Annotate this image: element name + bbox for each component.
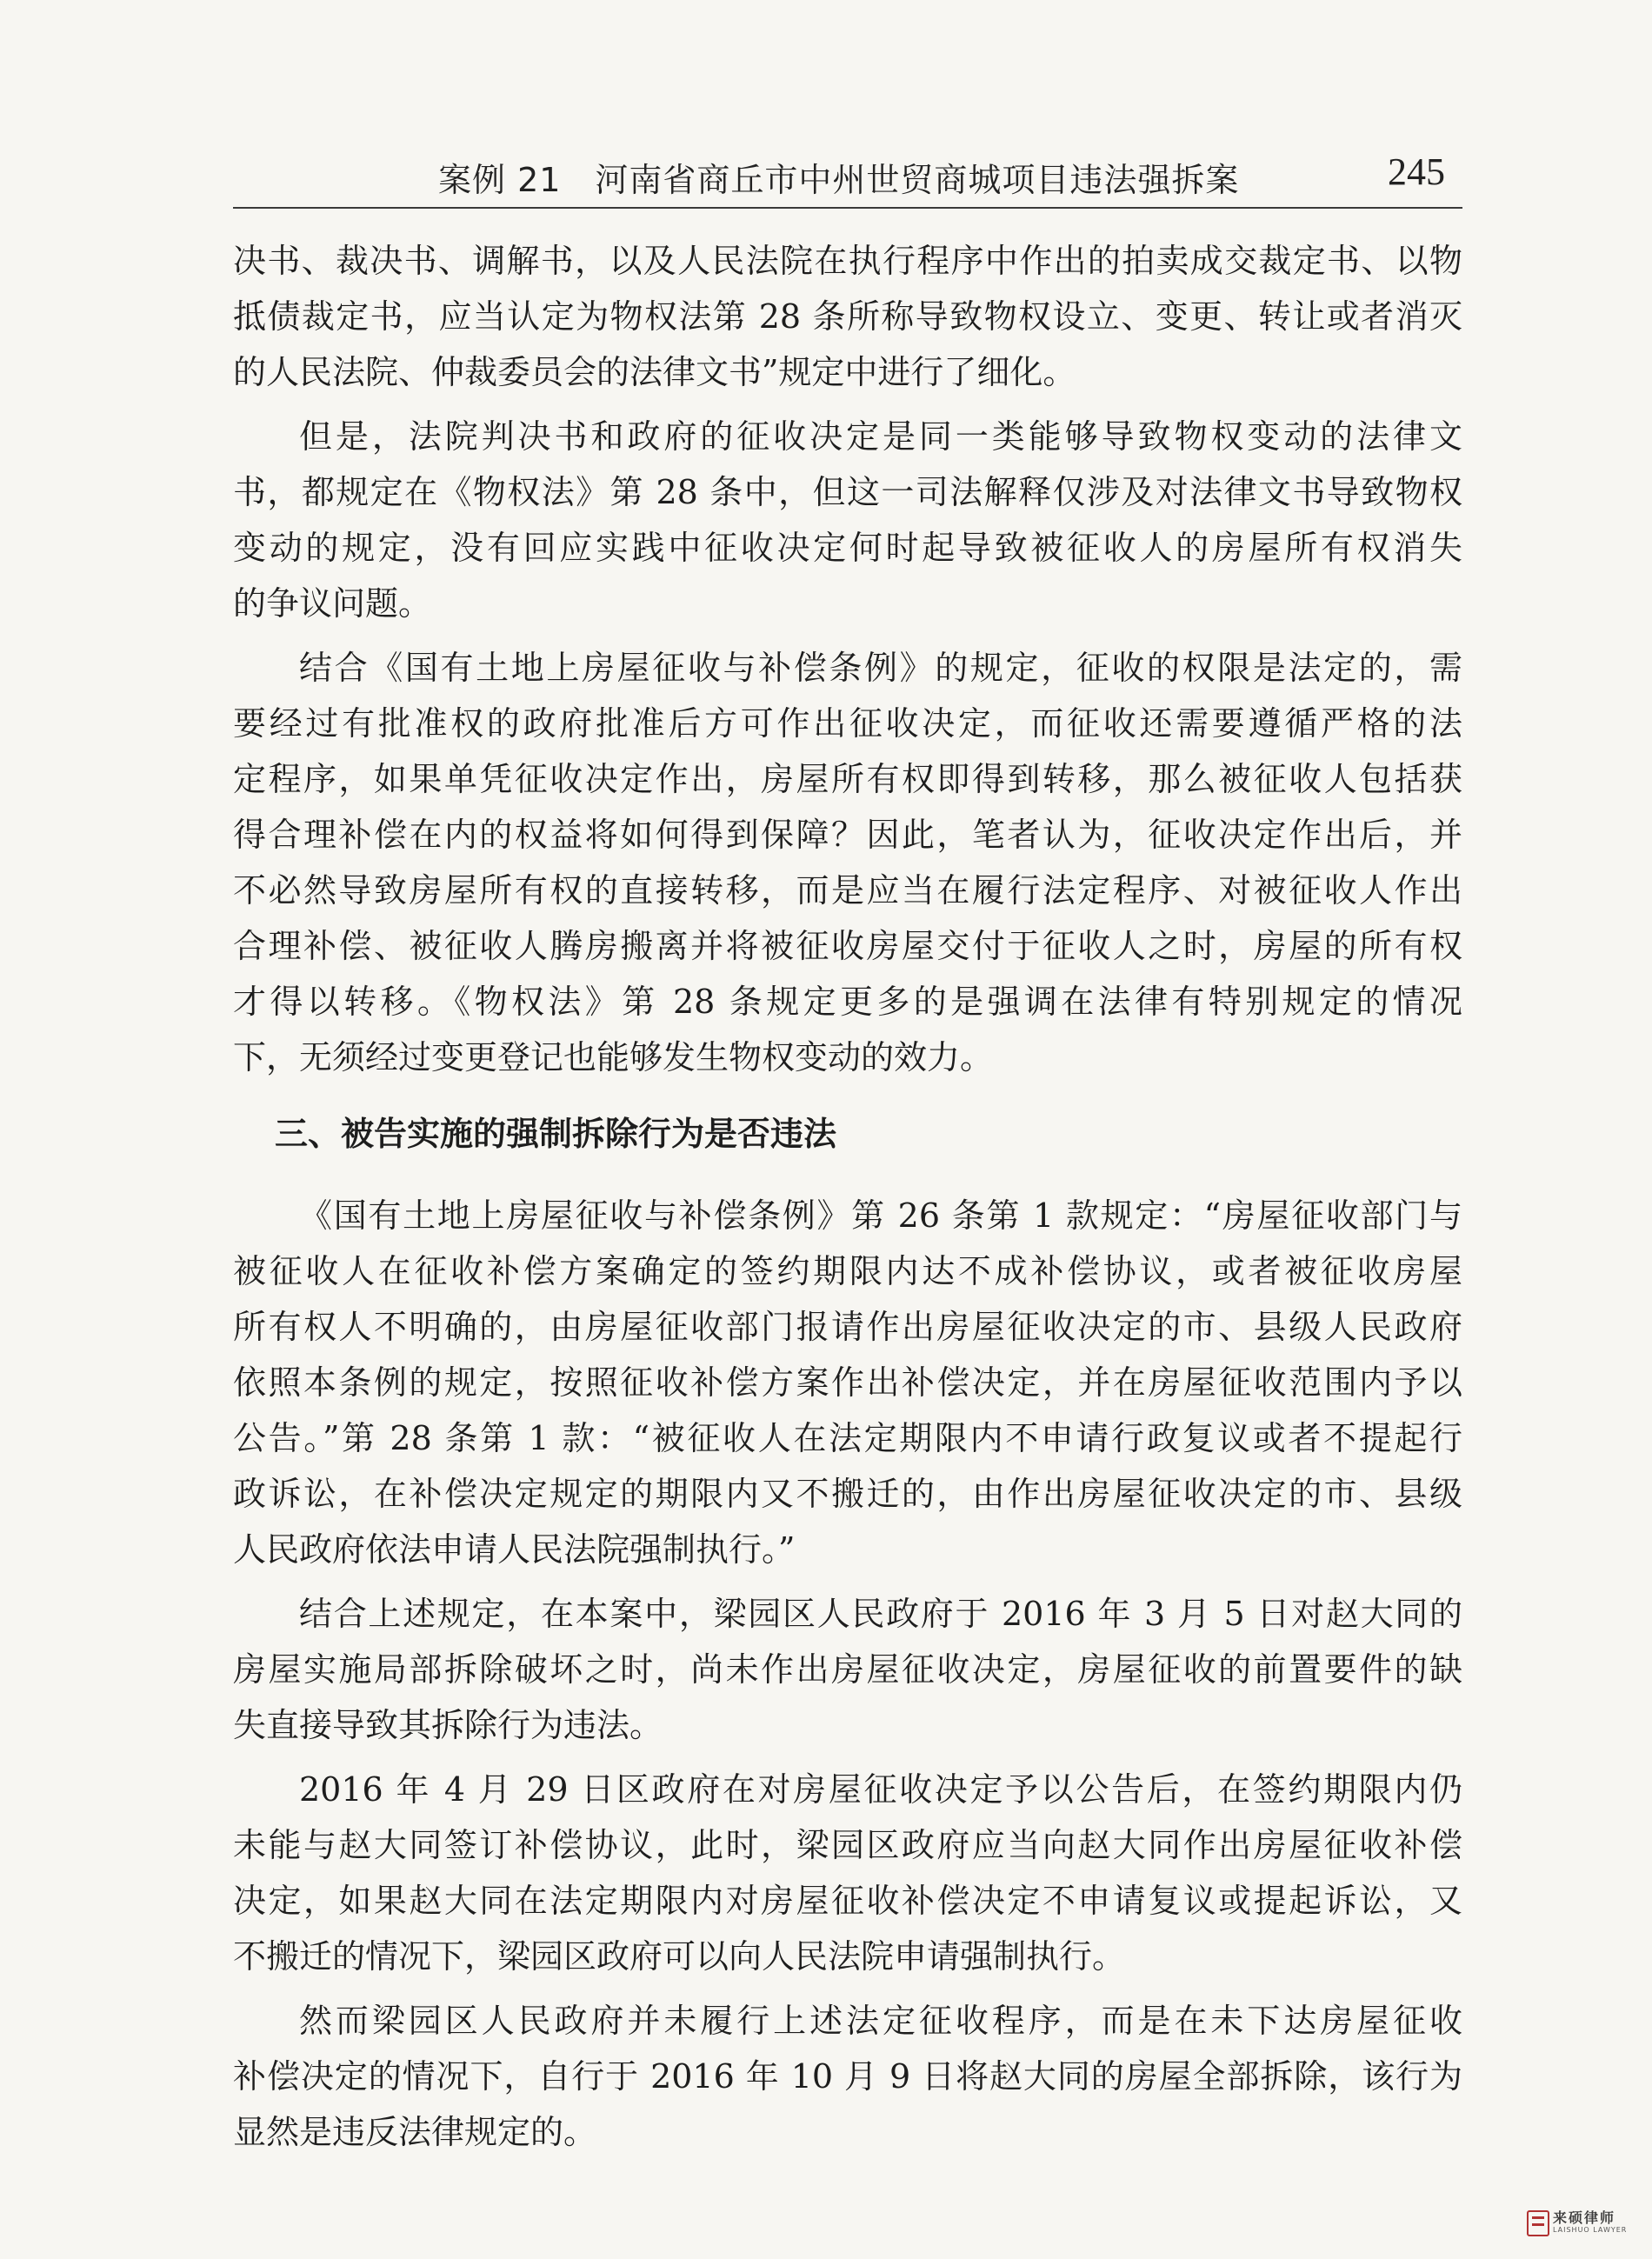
text-line: 的人民法院、仲裁委员会的法律文书”规定中进行了细化。 [233, 353, 1076, 391]
text-line: 所有权人不明确的，由房屋征收部门报请作出房屋征收决定的市、县级人民政府 [233, 1308, 1462, 1346]
text-line: 不搬迁的情况下，梁园区政府可以向人民法院申请强制执行。 [233, 1937, 1126, 1976]
watermark-logo-icon [1527, 2210, 1549, 2236]
text-line: 决定，如果赵大同在法定期限内对房屋征收补偿决定不申请复议或提起诉讼，又 [233, 1882, 1462, 1920]
text-line: 不必然导致房屋所有权的直接转移，而是应当在履行法定程序、对被征收人作出 [233, 871, 1462, 910]
header-title: 案例 21 河南省商丘市中州世贸商城项目违法强拆案 [438, 161, 1240, 199]
body-text [233, 233, 1462, 2160]
text-line: 但是，法院判决书和政府的征收决定是同一类能够导致物权变动的法律文 [299, 417, 1462, 456]
text-line: 结合上述规定，在本案中，梁园区人民政府于 2016 年 3 月 5 日对赵大同的 [299, 1595, 1462, 1633]
text-line: 公告。”第 28 条第 1 款：“被征收人在法定期限内不申请行政复议或者不提起行 [233, 1419, 1462, 1457]
page-number: 245 [1388, 150, 1445, 193]
section-heading: 三、被告实施的强制拆除行为是否违法 [275, 1115, 837, 1153]
text-line: 抵债裁定书，应当认定为物权法第 28 条所称导致物权设立、变更、转让或者消灭 [233, 297, 1462, 336]
text-line: 房屋实施局部拆除破坏之时，尚未作出房屋征收决定，房屋征收的前置要件的缺 [233, 1650, 1462, 1689]
text-line: 才得以转移。《物权法》第 28 条规定更多的是强调在法律有特别规定的情况 [233, 983, 1462, 1021]
text-line: 政诉讼，在补偿决定规定的期限内又不搬迁的，由作出房屋征收决定的市、县级 [233, 1475, 1462, 1513]
text-line: 的争议问题。 [233, 584, 432, 623]
text-line: 显然是违反法律规定的。 [233, 2113, 597, 2151]
text-line: 下，无须经过变更登记也能够发生物权变动的效力。 [233, 1038, 994, 1076]
text-line: 补偿决定的情况下，自行于 2016 年 10 月 9 日将赵大同的房屋全部拆除，该行为 [233, 2057, 1462, 2096]
text-line: 然而梁园区人民政府并未履行上述法定征收程序，而是在未下达房屋征收 [299, 2002, 1462, 2040]
text-line: 得合理补偿在内的权益将如何得到保障？因此，笔者认为，征收决定作出后，并 [233, 816, 1462, 854]
text-line: 2016 年 4 月 29 日区政府在对房屋征收决定予以公告后，在签约期限内仍 [299, 1770, 1462, 1809]
text-line: 书，都规定在《物权法》第 28 条中，但这一司法解释仅涉及对法律文书导致物权 [233, 473, 1462, 511]
text-line: 定程序，如果单凭征收决定作出，房屋所有权即得到转移，那么被征收人包括获 [233, 760, 1462, 798]
text-line: 被征收人在征收补偿方案确定的签约期限内达不成补偿协议，或者被征收房屋 [233, 1252, 1462, 1290]
text-line: 《国有土地上房屋征收与补偿条例》第 26 条第 1 款规定：“房屋征收部门与 [299, 1196, 1462, 1235]
text-line: 变动的规定，没有回应实践中征收决定何时起导致被征收人的房屋所有权消失 [233, 529, 1462, 567]
watermark-subtext: LAISHUO LAWYER [1553, 2226, 1628, 2234]
text-line: 决书、裁决书、调解书，以及人民法院在执行程序中作出的拍卖成交裁定书、以物 [233, 242, 1462, 280]
watermark-text: 来硕律师 [1553, 2209, 1616, 2226]
text-line: 结合《国有土地上房屋征收与补偿条例》的规定，征收的权限是法定的，需 [299, 649, 1462, 687]
text-line: 未能与赵大同签订补偿协议，此时，梁园区政府应当向赵大同作出房屋征收补偿 [233, 1826, 1462, 1864]
text-line: 依照本条例的规定，按照征收补偿方案作出补偿决定，并在房屋征收范围内予以 [233, 1363, 1462, 1402]
text-line: 要经过有批准权的政府批准后方可作出征收决定，而征收还需要遵循严格的法 [233, 704, 1462, 743]
text-line: 失直接导致其拆除行为违法。 [233, 1706, 663, 1744]
running-header [233, 146, 1462, 209]
text-line: 合理补偿、被征收人腾房搬离并将被征收房屋交付于征收人之时，房屋的所有权 [233, 927, 1462, 965]
text-line: 人民政府依法申请人民法院强制执行。” [233, 1530, 796, 1569]
watermark [1527, 2207, 1640, 2242]
